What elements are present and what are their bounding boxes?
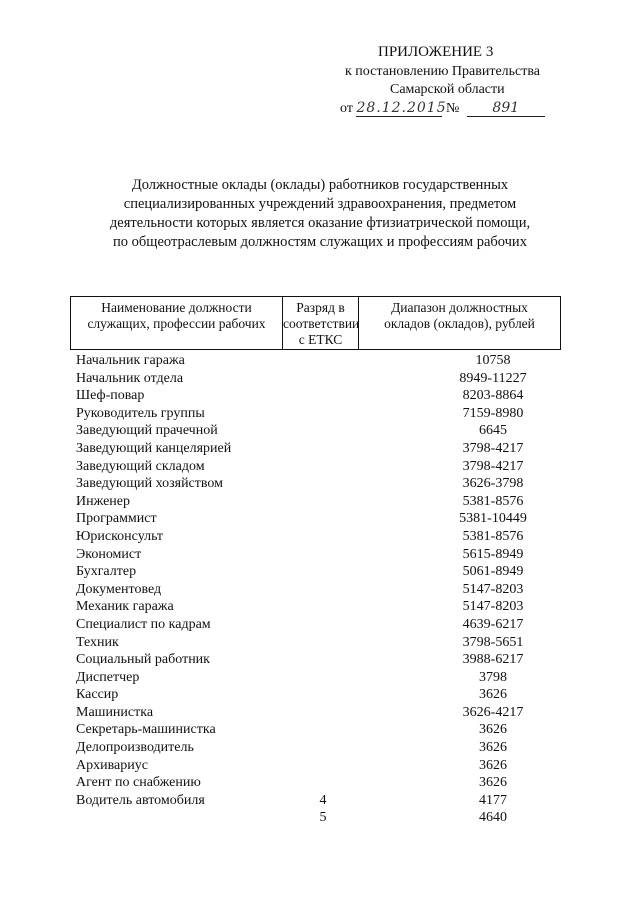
handwritten-number: 891 bbox=[467, 100, 545, 117]
appendix-resolution-line: к постановлению Правительства bbox=[345, 64, 541, 79]
salary-range-cell: 5061-8949 bbox=[462, 564, 524, 580]
header-salary-range bbox=[359, 297, 560, 349]
date-prefix: от bbox=[340, 101, 353, 116]
heading-line: Должностные оклады (оклады) работников государственных bbox=[131, 177, 509, 193]
table-row bbox=[76, 651, 556, 669]
salary-range-cell: 8203-8864 bbox=[462, 388, 524, 404]
table-row bbox=[76, 563, 556, 581]
header-text: соответствии bbox=[283, 316, 360, 331]
grade-cell: 4 bbox=[319, 792, 327, 808]
position-name: Диспетчер bbox=[76, 669, 140, 685]
position-name: Специалист по кадрам bbox=[76, 616, 211, 632]
table-row bbox=[76, 721, 556, 739]
position-name: Кассир bbox=[76, 687, 119, 703]
heading-line: по общеотраслевым должностям служащих и профессиям рабочих bbox=[113, 234, 527, 250]
position-name: Архивариус bbox=[76, 757, 148, 773]
header-text: с ЕТКС bbox=[298, 332, 343, 347]
table-row bbox=[76, 598, 556, 616]
table-row bbox=[76, 581, 556, 599]
salary-range-cell: 5147-8203 bbox=[462, 581, 524, 597]
header-text: Наименование должности bbox=[101, 300, 252, 315]
heading-line: деятельности которых является оказание фтизиатрической помощи, bbox=[109, 215, 531, 231]
table-row bbox=[76, 634, 556, 652]
table-row bbox=[76, 686, 556, 704]
position-name: Делопроизводитель bbox=[76, 740, 194, 756]
salary-range-cell: 3798-5651 bbox=[462, 634, 524, 650]
header-grade bbox=[283, 297, 359, 349]
salary-range-cell: 5381-8576 bbox=[462, 493, 524, 509]
table-row bbox=[76, 370, 556, 388]
salary-table-body bbox=[76, 352, 556, 827]
salary-range-cell: 3798-4217 bbox=[462, 458, 524, 474]
table-row bbox=[76, 616, 556, 634]
salary-range-cell: 4639-6217 bbox=[462, 616, 524, 632]
number-prefix: № bbox=[445, 101, 460, 116]
position-name: Техник bbox=[76, 634, 119, 650]
table-row bbox=[76, 440, 556, 458]
salary-range-cell: 10758 bbox=[475, 353, 511, 368]
table-row bbox=[76, 809, 556, 827]
header-text: Разряд в bbox=[296, 300, 345, 315]
heading-line: специализированных учреждений здравоохранения, предметом bbox=[123, 196, 517, 212]
appendix-title: ПРИЛОЖЕНИЕ 3 bbox=[378, 44, 494, 60]
salary-range-cell: 3798 bbox=[479, 669, 507, 685]
table-row bbox=[76, 475, 556, 493]
position-name: Начальник отдела bbox=[76, 370, 184, 386]
salary-range-cell: 8949-11227 bbox=[459, 370, 527, 386]
salary-range-cell: 3626-4217 bbox=[462, 704, 524, 720]
position-name: Социальный работник bbox=[76, 652, 210, 668]
position-name: Программист bbox=[76, 511, 157, 527]
position-name: Заведующий хозяйством bbox=[76, 476, 223, 492]
salary-range-cell: 5381-8576 bbox=[462, 528, 524, 544]
position-name: Секретарь-машинистка bbox=[76, 722, 216, 738]
table-row bbox=[76, 528, 556, 546]
table-row bbox=[76, 739, 556, 757]
salary-range-cell: 3798-4217 bbox=[462, 440, 524, 456]
salary-range-cell: 3626-3798 bbox=[462, 476, 524, 492]
appendix-date-line bbox=[340, 100, 545, 117]
salary-range-cell: 4177 bbox=[479, 792, 507, 808]
table-row bbox=[76, 510, 556, 528]
salary-range-cell: 6645 bbox=[479, 423, 507, 439]
position-name: Заведующий канцелярией bbox=[76, 440, 232, 456]
position-name: Бухгалтер bbox=[76, 564, 137, 580]
position-name: Водитель автомобиля bbox=[76, 792, 205, 808]
table-row bbox=[76, 757, 556, 775]
handwritten-date: 28.12.2015 bbox=[356, 100, 447, 116]
salary-range-cell: 5381-10449 bbox=[459, 511, 527, 527]
header-position-name bbox=[71, 297, 283, 349]
document-heading bbox=[80, 176, 560, 252]
salary-range-cell: 4640 bbox=[479, 810, 507, 826]
table-row bbox=[76, 387, 556, 405]
position-name: Шеф-повар bbox=[76, 388, 145, 404]
header-text: окладов (окладов), рублей bbox=[384, 316, 535, 331]
table-row bbox=[76, 458, 556, 476]
header-text: Диапазон должностных bbox=[391, 300, 528, 315]
table-row bbox=[76, 422, 556, 440]
table-row bbox=[76, 774, 556, 792]
salary-range-cell: 5147-8203 bbox=[462, 599, 524, 615]
salary-range-cell: 3626 bbox=[479, 757, 507, 773]
position-name: Начальник гаража bbox=[76, 353, 185, 368]
position-name: Механик гаража bbox=[76, 599, 174, 615]
table-row bbox=[76, 792, 556, 810]
position-name: Руководитель группы bbox=[76, 405, 205, 421]
salary-range-cell: 3988-6217 bbox=[462, 652, 524, 668]
position-name: Документовед bbox=[76, 581, 162, 597]
salary-range-cell: 3626 bbox=[479, 740, 507, 756]
salary-range-cell: 3626 bbox=[479, 687, 507, 703]
position-name: Заведующий складом bbox=[76, 458, 205, 474]
table-header bbox=[70, 296, 561, 350]
position-name: Экономист bbox=[76, 546, 142, 562]
grade-cell: 5 bbox=[319, 810, 327, 826]
salary-range-cell: 3626 bbox=[479, 722, 507, 738]
appendix-region-line: Самарской области bbox=[390, 82, 505, 97]
table-row bbox=[76, 493, 556, 511]
position-name: Юрисконсульт bbox=[76, 528, 164, 544]
table-row bbox=[76, 669, 556, 687]
header-text: служащих, профессии рабочих bbox=[87, 316, 266, 331]
position-name: Заведующий прачечной bbox=[76, 423, 218, 439]
position-name: Машинистка bbox=[76, 704, 154, 720]
table-row bbox=[76, 546, 556, 564]
salary-range-cell: 5615-8949 bbox=[462, 546, 524, 562]
position-name: Агент по снабжению bbox=[76, 775, 201, 791]
position-name: Инженер bbox=[76, 493, 131, 509]
salary-range-cell: 3626 bbox=[479, 775, 507, 791]
salary-range-cell: 7159-8980 bbox=[462, 405, 524, 421]
table-row bbox=[76, 405, 556, 423]
table-row bbox=[76, 352, 556, 370]
table-row bbox=[76, 704, 556, 722]
